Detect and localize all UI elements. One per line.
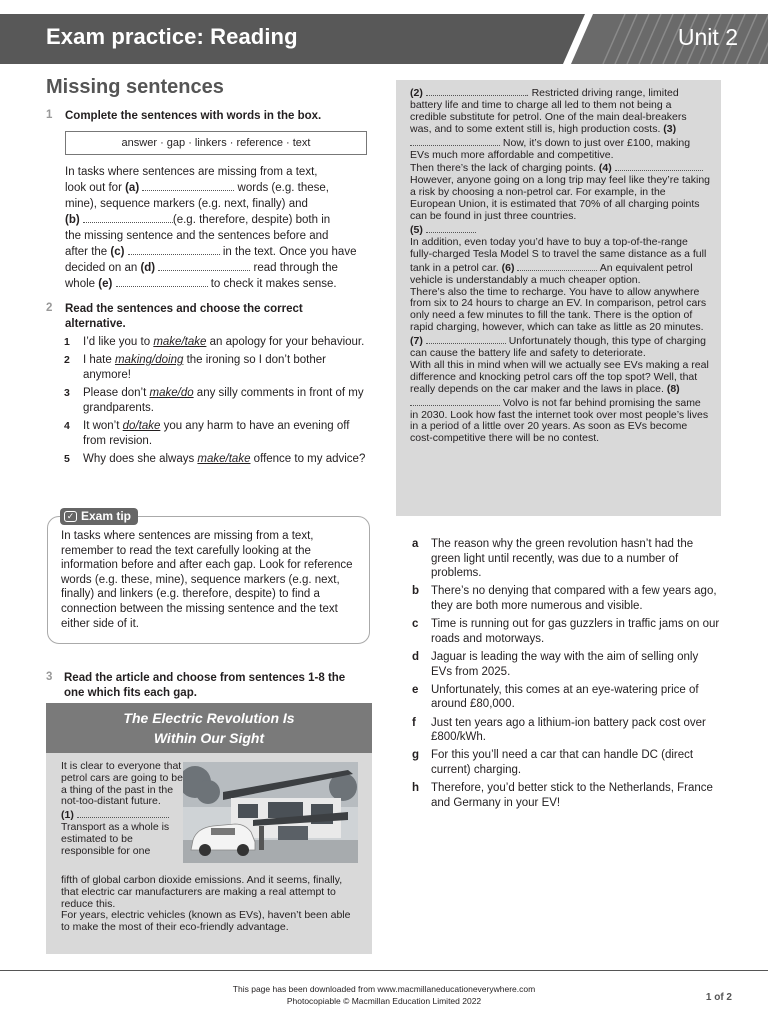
q2-choice[interactable]: make/take [197,453,251,465]
q3-number: 3 [46,671,53,683]
gap-a-label: (a) [125,182,140,194]
exam-tip-text: In tasks where sentences are missing from a text, remember to read the text carefully looking at the information before and after each gap. Look for reference words (e.g. these, mine), sequence markers (e.g. next, finally) and linkers (e.g. therefore, despite) to find a connection between the missing sentence and the text either side of it. [61,530,353,630]
gap-5[interactable] [426,223,476,233]
gap-1[interactable] [77,808,169,818]
page-footer [0,983,768,1007]
article-continued-text: (2) . Restricted driving range, limited battery life and time to charge all led to them not being a credible substitute for petrol. One of the main deal-breakers was, and to some extent still is, high production costs. (3) Now, it’s down to just over £100, making EVs much more affordable and competitive. Then there’s the lack of charging points. (4) However, anyone going on a long trip may feel like they’re taking a risk by choosing a non-petrol car. For example, in the European Union, it is estimated that 70% of all charging points can be found in just three countries. (5) In addition, even today you’d have to buy a top-of-the-range fully-charged Tesla Model S to travel the same distance as a full tank in a petrol car. (6) An equivalent petrol vehicle is understandably a much cheaper option. There’s also the time to recharge. You have to allow anywhere from six to 24 hours to charge an EV. In comparison, petrol cars only need a few minutes to fill the tank. There is the option of rapid charging, however, which can take as little as 20 minutes. (7) Unfortunately though, this type of charging can cause the battery life and safety to deteriorate. With all this in mind when will we actually see EVs making a real difference and knocking petrol cars off the top spot? Well, that really depends on the car maker and the laws in place. (8) Volvo is not far behind promising the same in 2030. Look how fast the internet took over most people’s lives in a period of a little over 20 years. As soon as EVs become cost-competitive there will be no contest. [410,87,711,445]
footer-divider [0,970,768,971]
q1-instruction-text: Complete the sentences with words in the box. [65,110,322,122]
q2-item: 3 Please don’t make/do any silly comments in front of my grandparents. [64,387,364,414]
q2-choice[interactable]: make/take [153,336,207,348]
article-intro: It is clear to everyone that petrol cars are going to be a thing of the past in the not-too-distant future. (1) Transport as a whole is estimated to be responsible for one [61,760,183,857]
unit-label: Unit 2 [677,24,738,50]
gap-4[interactable] [615,161,703,171]
q2-choice[interactable]: do/take [122,420,161,432]
gap-7-label: (7) [410,335,423,348]
q2-item: 1 I’d like you to make/take an apology for your behaviour. [64,336,365,348]
q2-choice[interactable]: make/do [149,387,194,399]
gap-b[interactable] [83,213,173,223]
q2-item: 4 It won’t do/take you any harm to have an evening off from revision. [64,420,350,447]
q3-instruction: Read the article and choose from sentences 1-8 the one which fits each gap. [64,672,346,699]
gap-d[interactable] [158,261,250,271]
q2-item: 5 Why does she always make/take offence to my advice? [64,453,366,465]
q2-instruction [65,302,355,332]
option-item: a The reason why the green revolution hasn’t had the green light until recently, was due to a number of problems. [412,538,694,580]
gap-2[interactable] [426,86,526,96]
gap-c[interactable] [128,245,220,255]
gap-5-label: (5) [410,223,423,236]
q2-choice[interactable]: making/doing [114,354,184,366]
gap-7[interactable] [426,334,506,344]
article-body: fifth of global carbon dioxide emissions. And it seems, finally, that electric car manufacturers are making a real attempt to reduce this. For years, electric vehicles (known as EVs), haven’t been able to make the most of their eco-friendly advantage. [61,874,351,934]
q2-instruction-text: Read the sentences and choose the correct alternative. [65,303,303,330]
option-item: b There’s no denying that compared with a few years ago, they are both more numerous and visible. [412,585,717,612]
option-item: h Therefore, you’d better stick to the Netherlands, France and Germany in your EV! [412,782,713,809]
gap-6-label: (6) [501,261,515,274]
header-title: Exam practice: Reading [46,24,298,49]
q2-number: 2 [46,302,53,314]
option-item: d Jaguar is leading the way with the aim of selling only EVs from 2025. [412,650,699,678]
q1-number: 1 [46,109,53,121]
exam-tip-label: ✓ Exam tip [60,508,138,525]
option-item: e Unfortunately, this comes at an eye-watering price of around £80,000. [412,683,699,711]
house-car-image [183,762,358,863]
q1-paragraph: In tasks where sentences are missing from a text, look out for (a) words (e.g. these, mine), sequence markers (e.g. next, finally) and (b) (e.g. therefore, despite) both in the missing sentence and the sentences before and after the (c) in the text. Once you have decided on an (d) read through the whole (e) to check it makes sense. [65,166,357,290]
q1-instruction [65,109,365,124]
q2-item: 2 I hate making/doing the ironing so I don’t bother anymore! [64,354,326,381]
gap-4-label: (4) [598,162,612,175]
copyright-note: Photocopiable © Macmillan Education Limited 2022 [286,996,482,1006]
page-number: 1 of 2 [705,992,732,1003]
gap-3-label: (3) [663,122,677,135]
word-box: answer · gap · linkers · reference · text [65,131,367,155]
gap-c-label: (c) [110,246,125,258]
article-box [46,703,372,954]
section-title: Missing sentences [46,76,224,98]
checkmark-icon: ✓ [64,511,77,522]
gap-1-label: (1) [61,809,74,822]
gap-3[interactable] [410,136,500,146]
q2-list [64,335,374,470]
gap-a[interactable] [142,181,234,191]
option-item: f Just ten years ago a lithium-ion battery pack cost over £800/kWh. [412,716,706,744]
option-item: c Time is running out for gas guzzlers in traffic jams on our roads and motorways. [412,618,720,645]
page-header [0,14,768,64]
gap-8[interactable] [410,396,500,406]
gap-d-label: (d) [140,262,156,274]
gap-e-label: (e) [98,278,113,290]
sentence-options [412,537,722,814]
gap-2-label: (2) [410,87,423,99]
article-title: The Electric Revolution Is Within Our Sight [46,703,372,753]
gap-b-label: (b) [65,214,80,226]
option-item: g For this you’ll need a car that can handle DC (direct current) charging. [412,749,694,776]
gap-6[interactable] [517,261,597,271]
gap-e[interactable] [116,277,208,287]
gap-8-label: (8) [666,382,680,395]
download-note: This page has been downloaded from www.macmillaneducationeverywhere.com [232,984,536,994]
